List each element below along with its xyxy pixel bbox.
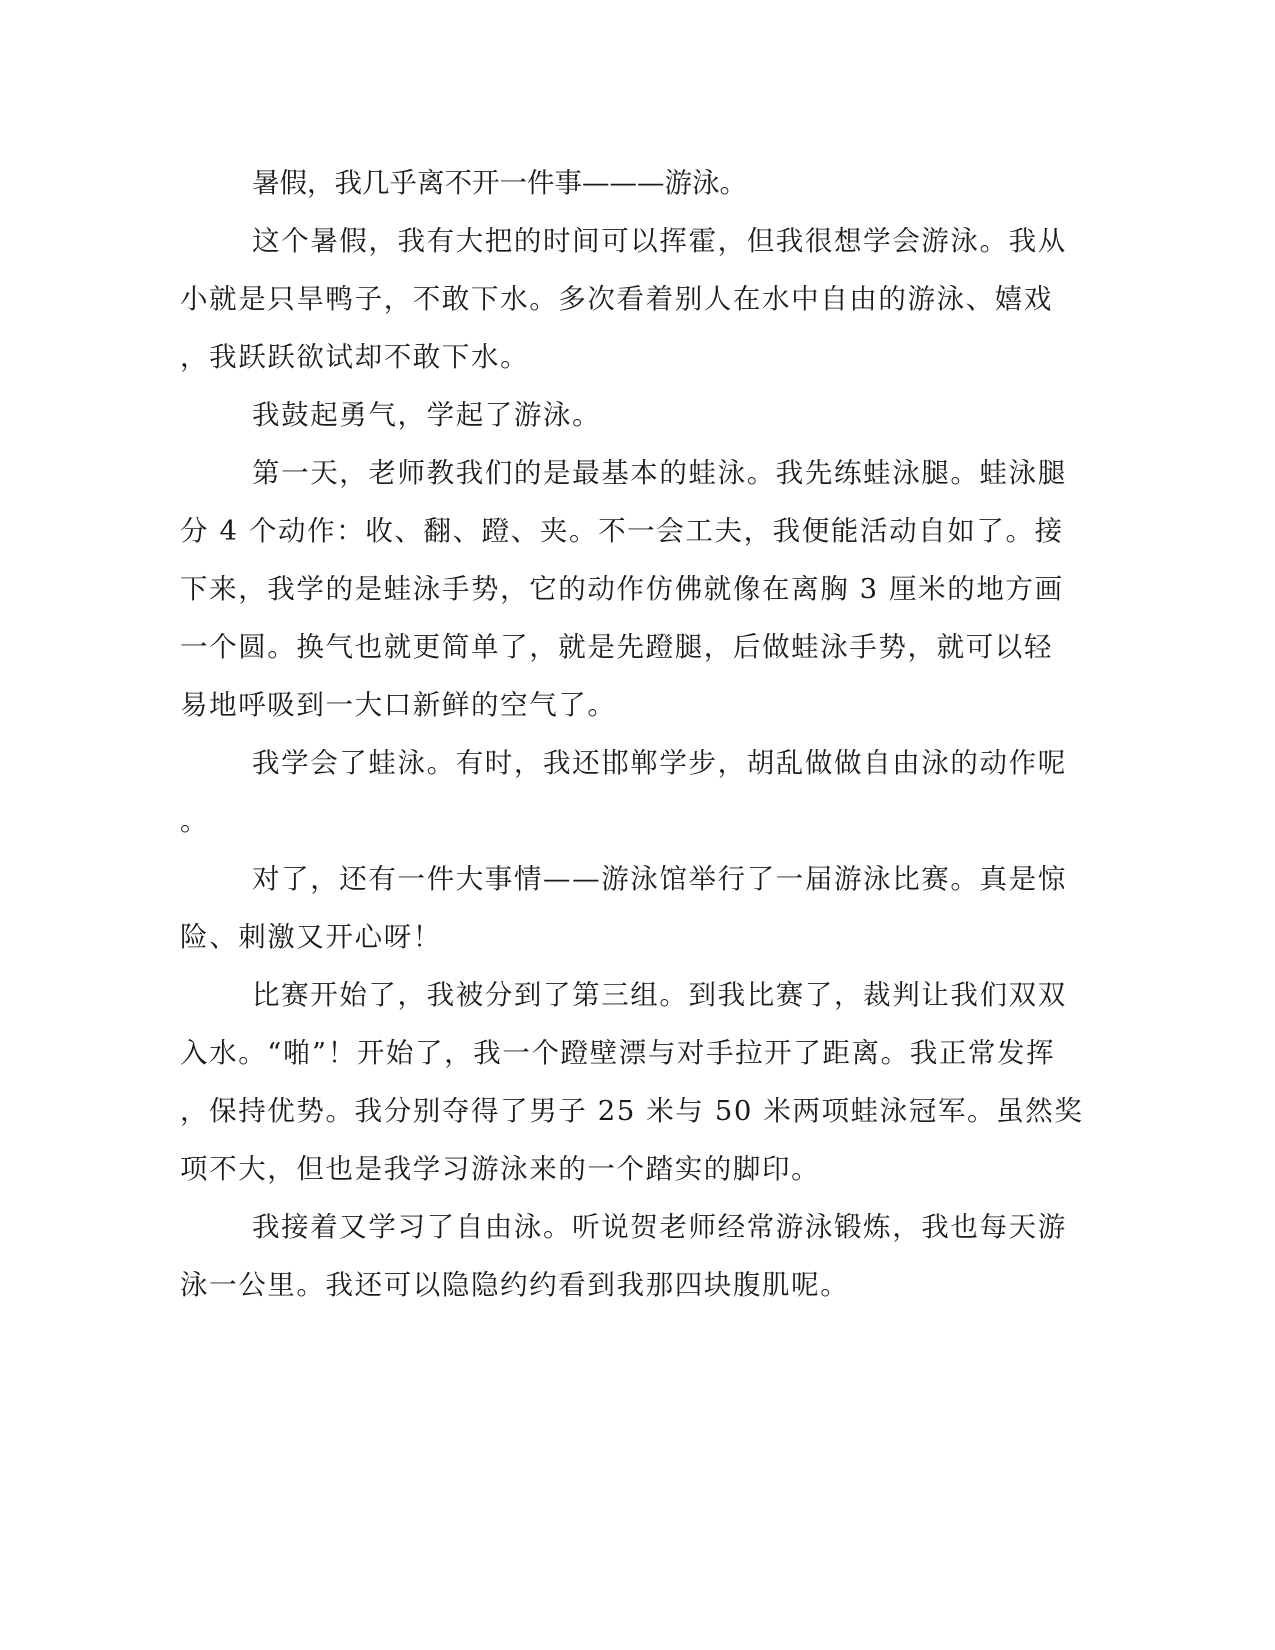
paragraph-1-line-1: 暑假，我几乎离不开一件事———游泳。 [252,167,747,199]
paragraph-7-line-1: 比赛开始了，我被分到了第三组。到我比赛了，裁判让我们双双 [252,979,1067,1011]
paragraph-7-line-3: ，保持优势。我分别夺得了男子 25 米与 50 米两项蛙泳冠军。虽然奖 [180,1095,1084,1127]
paragraph-8-line-2: 泳一公里。我还可以隐隐约约看到我那四块腹肌呢。 [180,1269,850,1301]
paragraph-2-line-2: 小就是只旱鸭子，不敢下水。多次看着别人在水中自由的游泳、嬉戏 [180,283,1053,315]
paragraph-4-line-3: 下来，我学的是蛙泳手势，它的动作仿佛就像在离胸 3 厘米的地方画 [180,573,1064,605]
paragraph-7-line-4: 项不大，但也是我学习游泳来的一个踏实的脚印。 [180,1153,821,1185]
paragraph-4-line-1: 第一天，老师教我们的是最基本的蛙泳。我先练蛙泳腿。蛙泳腿 [252,457,1067,489]
paragraph-6-line-2: 险、刺激又开心呀！ [180,921,442,953]
paragraph-6-line-1: 对了，还有一件大事情——游泳馆举行了一届游泳比赛。真是惊 [252,863,1067,895]
paragraph-5-line-1: 我学会了蛙泳。有时，我还邯郸学步，胡乱做做自由泳的动作呢 [252,747,1067,779]
paragraph-4-line-5: 易地呼吸到一大口新鲜的空气了。 [180,689,617,721]
paragraph-7-line-2: 入水。“啪”！开始了，我一个蹬壁漂与对手拉开了距离。我正常发挥 [180,1037,1056,1069]
paragraph-8-line-1: 我接着又学习了自由泳。听说贺老师经常游泳锻炼，我也每天游 [252,1211,1067,1243]
paragraph-2-line-3: ，我跃跃欲试却不敢下水。 [180,341,530,373]
paragraph-4-line-4: 一个圆。换气也就更简单了，就是先蹬腿，后做蛙泳手势，就可以轻 [180,631,1053,663]
paragraph-3-line-1: 我鼓起勇气，学起了游泳。 [252,399,602,431]
paragraph-2-line-1: 这个暑假，我有大把的时间可以挥霍，但我很想学会游泳。我从 [252,225,1067,257]
paragraph-4-line-2: 分 4 个动作：收、翻、蹬、夹。不一会工夫，我便能活动自如了。接 [180,515,1064,547]
paragraph-5-line-2: 。 [180,805,208,837]
